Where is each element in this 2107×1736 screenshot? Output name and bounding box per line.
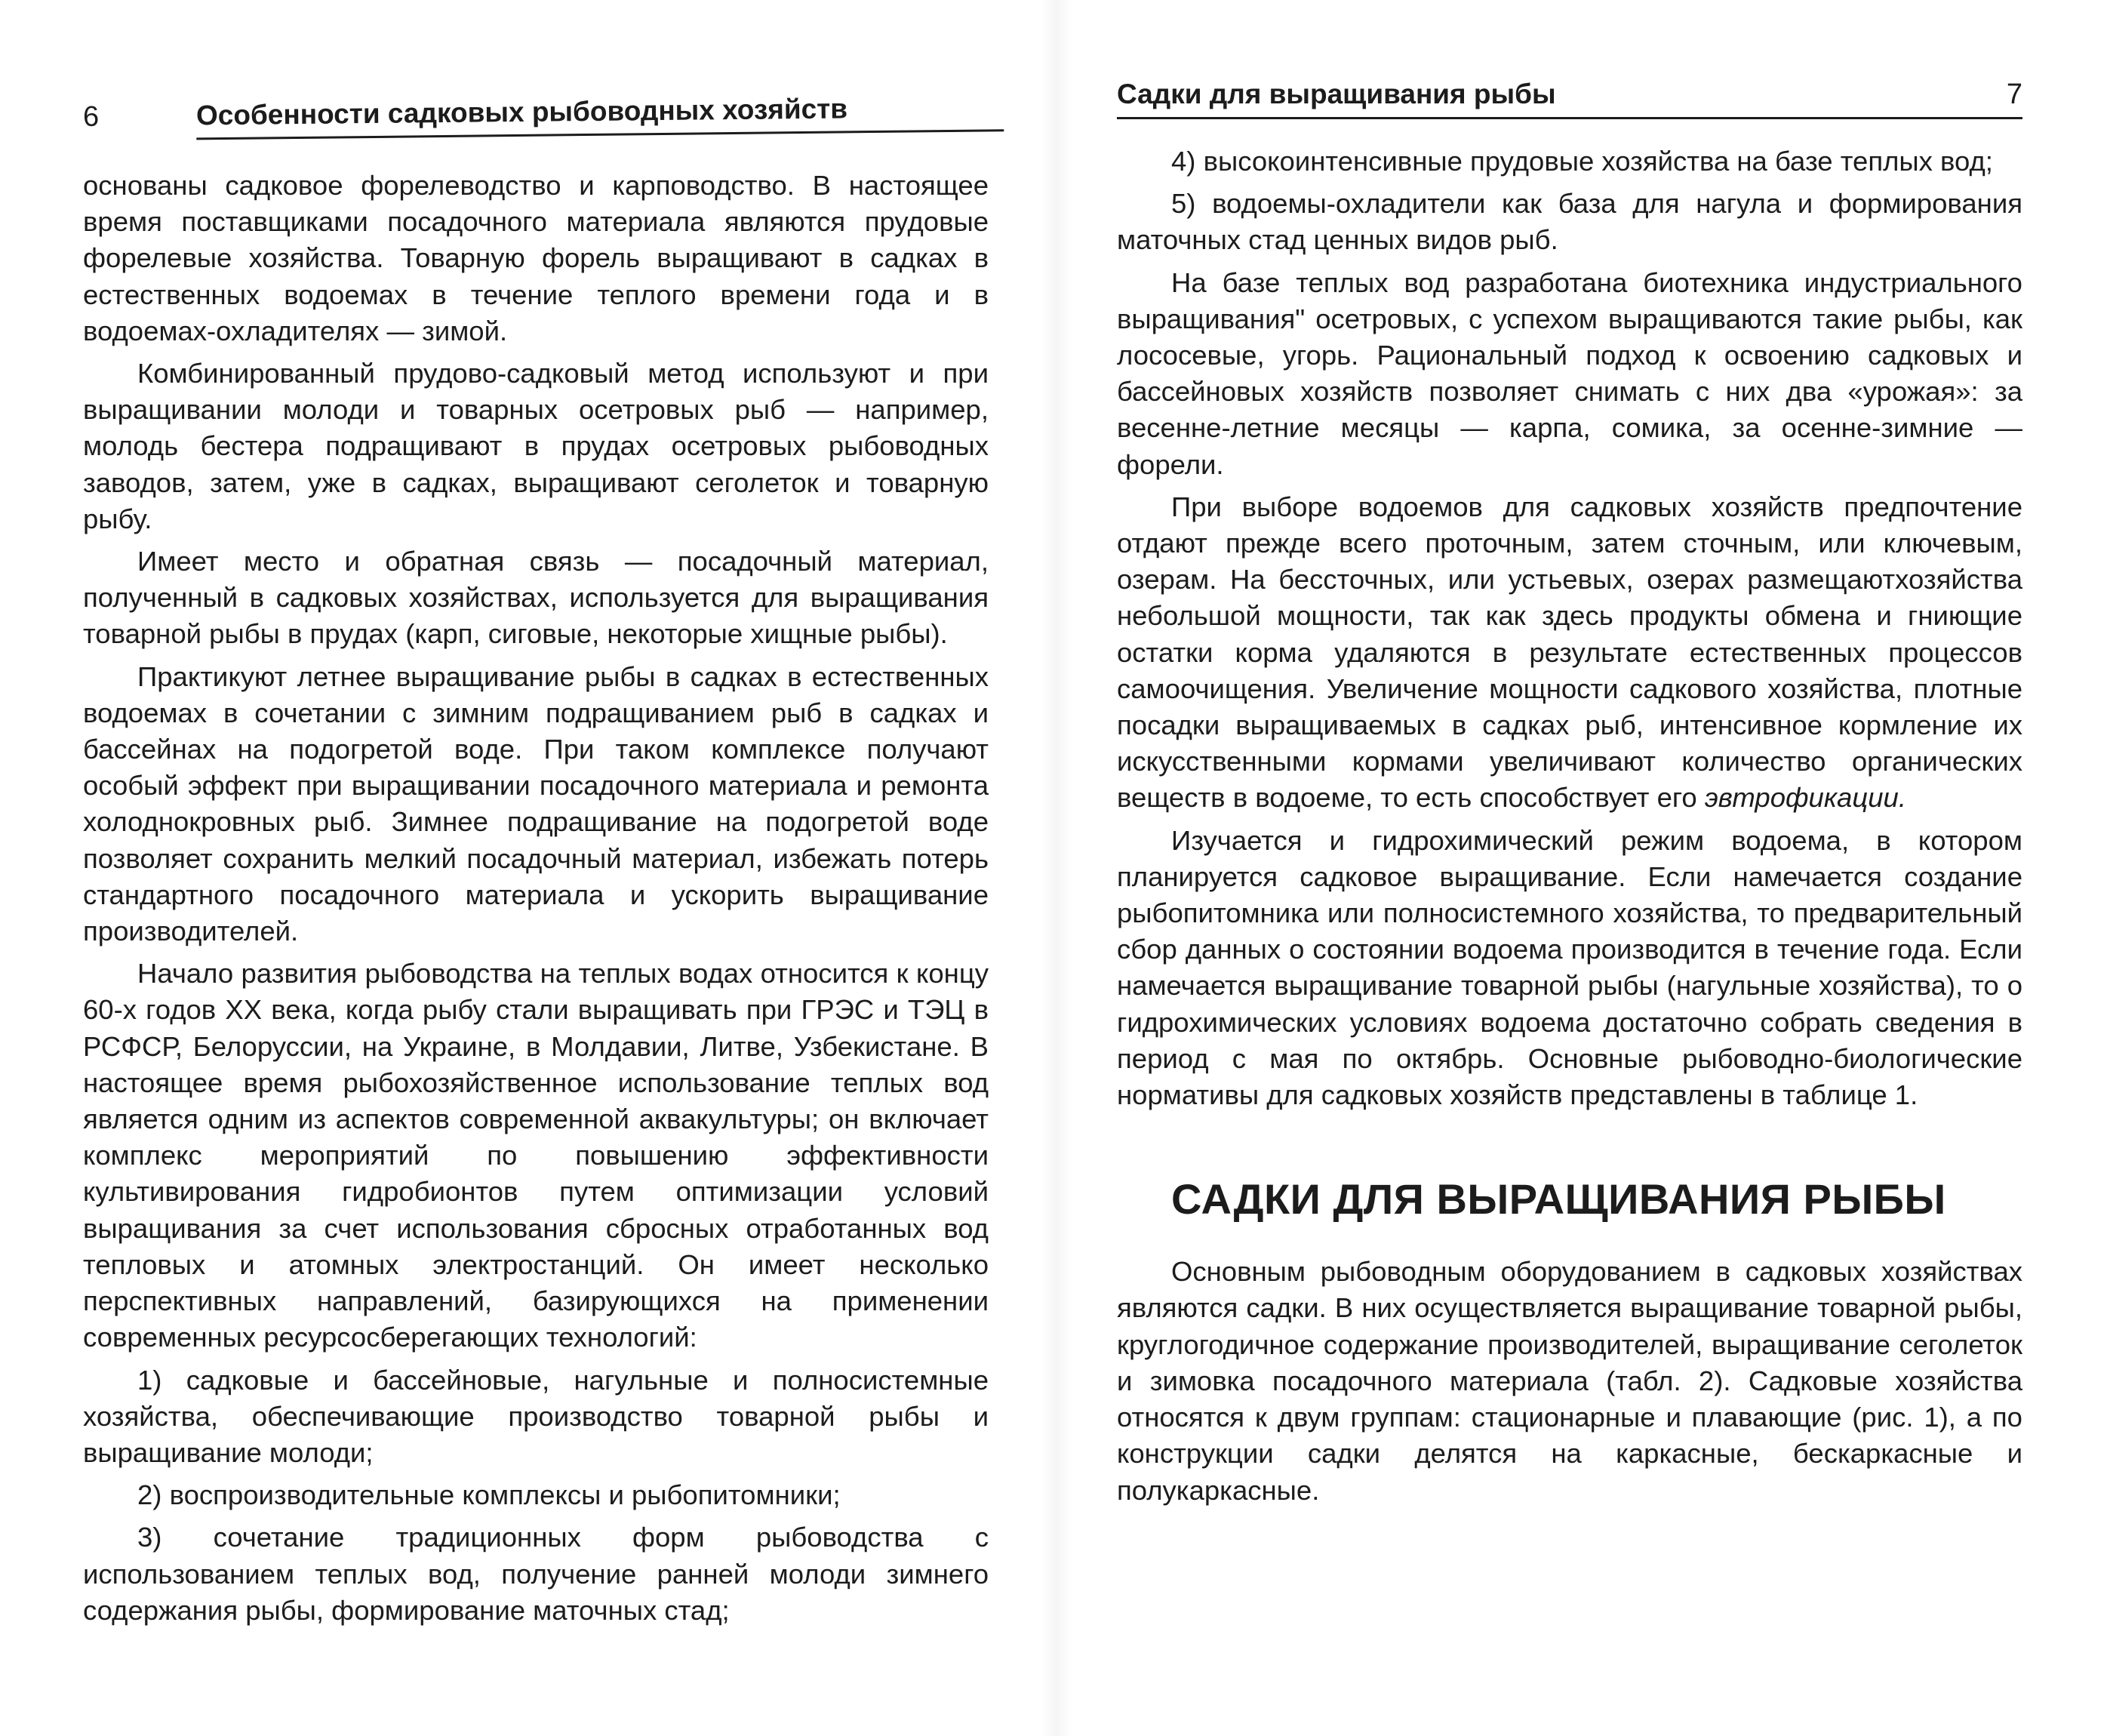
- paragraph: основаны садковое форелеводство и карповодство. В настоящее время поставщиками посадочного материала являются прудовые форелевые хозяйства. Товарную форель выращивают в садках в естественных водоемах в течение теплого времени года и в водоемах-охладителях — зимой.: [83, 170, 989, 346]
- list-item: 4) высокоинтенсивные прудовые хозяйства на базе теплых вод;: [1171, 146, 1993, 177]
- left-running-head: [83, 85, 989, 140]
- list-item: 1) садковые и бассейновые, нагульные и полносистемные хозяйства, обеспечивающие производство товарной рыбы и выращивание молоди;: [83, 1364, 989, 1468]
- left-running-head-title: Особенности садковых рыбоводных хозяйств: [195, 93, 848, 131]
- book-gutter: [1041, 0, 1072, 1736]
- right-running-head: [1117, 72, 2022, 119]
- right-body-text: [1117, 143, 2022, 1515]
- right-page-number: 7: [2006, 78, 2022, 110]
- list-item: 3) сочетание традиционных форм рыбоводства с использованием теплых вод, получение ранней молоди зимнего содержания рыбы, формирование маточных стад;: [83, 1522, 989, 1626]
- paragraph: Основным рыбоводным оборудованием в садковых хозяйствах являются садки. В них осуществляется выращивание товарной рыбы, круглогодичное содержание производителей, выращивание сеголеток и зимовка посадочного материала (табл. 2). Садковые хозяйства относятся к двум группам: стационарные и плавающие (рис. 1), а по конструкции садки делятся на каркасные, бескаркасные и полукаркасные.: [1117, 1256, 2022, 1506]
- paragraph: Начало развития рыбоводства на теплых водах относится к концу 60-х годов XX века, когда рыбу стали выращивать при ГРЭС и ТЭЦ в РСФСР, Белоруссии, на Украине, в Молдавии, Литве, Узбекистане. В настоящее время рыбохозяйственное использование теплых вод является одним из аспектов современной аквакультуры; он включает комплекс мероприятий по повышению эффективности культивирования гидробионтов путем оптимизации условий выращивания за счет использования сбросных отработанных вод тепловых и атомных электростанций. Он имеет несколько перспективных направлений, базирующихся на применении современных ресурсосберегающих технологий:: [83, 958, 989, 1353]
- list-item: 2) воспроизводительные комплексы и рыбопитомники;: [137, 1479, 841, 1511]
- list-item: 5) водоемы-охладители как база для нагула и формирования маточных стад ценных видов рыб.: [1117, 188, 2022, 256]
- left-page: [83, 0, 989, 1736]
- paragraph: На базе теплых вод разработана биотехника индустриального выращивания" осетровых, с успехом выращиваются такие рыбы, как лососевые, угорь. Рациональный подход к освоению садковых и бассейновых хозяйств позволяет снимать с них два «урожая»: за весенне-летние месяцы — карпа, сомика, за осенне-зимние — форели.: [1117, 266, 2022, 480]
- paragraph: Практикуют летнее выращивание рыбы в садках в естественных водоемах в сочетании с зимним подращиванием рыб в садках и бассейнах на подогретой воде. При таком комплексе получают особый эффект при выращивании посадочного материала и ремонта холоднокровных рыб. Зимнее подращивание на подогретой воде позволяет сохранить мелкий посадочный материал, избежать потерь стандартного посадочного материала и ускорить выращивание производителей.: [83, 660, 989, 947]
- right-running-head-title: Садки для выращивания рыбы: [1117, 78, 1556, 109]
- paragraph: [1117, 489, 2022, 817]
- italic-term: эвтрофикации.: [1704, 782, 1906, 814]
- paragraph: Комбинированный прудово-садковый метод используют и при выращивании молоди и товарных осетровых рыб — например, молодь бестера подращивают в прудах осетровых рыбоводных заводов, затем, уже в садках, выращивают сеголеток и товарную рыбу.: [83, 358, 989, 534]
- paragraph-text: При выборе водоемов для садковых хозяйств предпочтение отдают прежде всего проточным, затем сточным, или ключевым, озерам. На бессточных, или устьевых, озерах размещаютхозяйства небольшой мощности, так как здесь продукты обмена и гниющие остатки корма удаляются в результате естественных процессов самоочищения. Увеличение мощности садкового хозяйства, плотные посадки выращиваемых в садках рыб, интенсивное кормление их искусственными кормами увеличивают количество органических веществ в водоеме, то есть способствует его: [1117, 491, 2022, 814]
- left-body-text: [83, 168, 989, 1635]
- paragraph: Имеет место и обратная связь — посадочный материал, полученный в садковых хозяйствах, используется для выращивания товарной рыбы в прудах (карп, сиговые, некоторые хищные рыбы).: [83, 546, 989, 650]
- left-page-number: 6: [82, 100, 100, 133]
- paragraph: Изучается и гидрохимический режим водоема, в котором планируется садковое выращивание. Если намечается создание рыбопитомника или полносистемного хозяйства, то предварительный сбор данных о состоянии водоема производится в течение года. Если намечается выращивание товарной рыбы (нагульные хозяйства), то о гидрохимических условиях водоема достаточно собрать сведения в период с мая по октябрь. Основные рыбоводно-биологические нормативы для садковых хозяйств представлены в таблице 1.: [1117, 824, 2022, 1111]
- section-heading: САДКИ ДЛЯ ВЫРАЩИВАНИЯ РЫБЫ: [1171, 1175, 1946, 1224]
- right-page: [1117, 0, 2022, 1736]
